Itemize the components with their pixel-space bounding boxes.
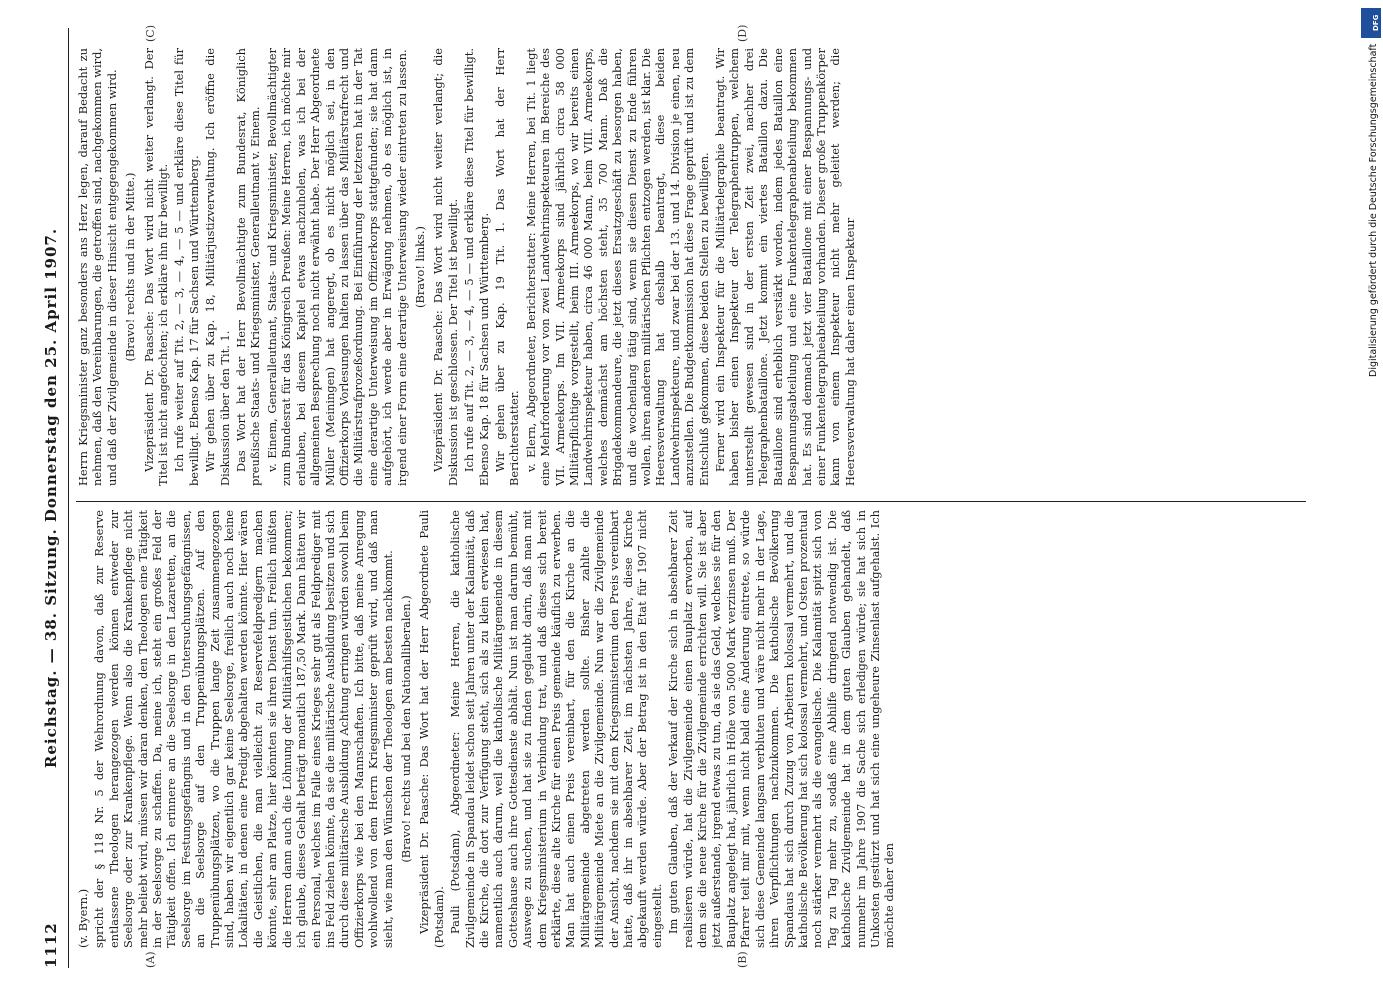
paragraph: Ferner wird ein Inspekteur für die Militärtelegraphie beantragt. Wir haben bisher einen Inspekteur der Telegraphentruppen, welchem unterstellt gewesen sind in der ersten Zeit zwei, nachher drei Telegraphenbataillone. Jetzt kommt ein viertes Bataillon dazu. Die Bataillone sind erheblich verstärkt worden, indem jedes Bataillon eine Bespannungsabteilung und eine Funkentelegraphenabteilung bekommen hat. Es sind demnach jetzt vier Bataillone mit einer Bespannungs- und einer Funkentelegraphieabteilung vorhanden. Dieser große Truppenkörper kann von einem Inspekteur nicht mehr geleitet werden; die Heeresverwaltung hat daher einen Inspekteur: [713, 48, 857, 486]
paragraph: Wir gehen über zu Kap. 19 Tit. 1. Das Wort hat der Herr Berichterstatter.: [492, 48, 522, 486]
paragraph: Vizepräsident Dr. Paasche: Das Wort wird nicht weiter verlangt; die Diskussion ist geschlossen. Der Titel ist bewilligt.: [431, 48, 460, 486]
dfg-logo: DFG: [1361, 8, 1381, 38]
digitization-credit: Digitalisierung gefördert durch die Deutsche Forschungsgemeinschaft: [1368, 44, 1379, 378]
paragraph: Ich rufe weiter auf Tit. 2, — 3, — 4, — 5 — und erkläre diese Titel für bewilligt. Ebenso Kap. 17 für Sachsen und Württemberg.: [172, 48, 201, 486]
margin-marker-d: (D): [736, 24, 749, 42]
page-number: 1112: [42, 922, 60, 968]
paragraph: (Bravo! rechts und in der Mitte.): [123, 172, 138, 362]
paragraph: (Bravo! links.): [412, 226, 427, 308]
paragraph: Vizepräsident Dr. Paasche: Das Wort hat der Herr Abgeordnete Pauli (Potsdam).: [417, 510, 446, 948]
paragraph: Pauli (Potsdam), Abgeordneter: Meine Herren, die katholische Zivilgemeinde in Spandau leidet schon seit Jahren unter der Kalamität, daß die Kirche, die dort zur Verfügung steht, sich als zu klein erwiesen hat, namentlich auch darum, weil die katholische Militärgemeinde in diesem Gotteshause auch ihre Gottesdienste abhält. Nun ist man darum bemüht, Auswege zu suchen, und hat sie zu finden geglaubt darin, daß man mit dem Kriegsministerium in Verbindung trat, und daß dieses sich bereit erklärte, diese alte Kirche für einen Preis gemeinde käuflich zu erwerben. Man hat auch einen Preis vereinbart, für den die Kirche an die Militärgemeinde abgetreten werden sollte. Bisher zahlte die Militärgemeinde Miete an die Zivilgemeinde. Nun war die Zivilgemeinde der Ansicht, nachdem sie mit dem Kriegsministerium den Preis vereinbart hatte, daß ihr in absehbarer Zeit, im nächsten Jahre, diese Kirche abgekauft werden würde. Aber der Betrag ist in den Etat für 1907 nicht eingestellt.: [448, 510, 664, 948]
paragraph: Ich rufe auf Tit. 2, — 3, — 4, — 5 — und erkläre diese Titel für bewilligt. Ebenso Kap. 18 für Sachsen und Württemberg.: [462, 48, 491, 486]
left-column: [76, 510, 1338, 948]
margin-marker-b: (B): [736, 951, 749, 968]
margin-marker-c: (C): [144, 25, 157, 42]
paragraph: Wir gehen über zu Kap. 18, Militärjustizverwaltung. Ich eröffne die Diskussion über den Tit. 1.: [203, 48, 232, 486]
paragraph: Das Wort hat der Herr Bevollmächtigte zum Bundesrat, Königlich preußische Staats- und Kriegsminister, Generalleutnant v. Einem.: [234, 48, 263, 486]
column-divider: [76, 501, 1306, 502]
paragraph: v. Elern, Abgeordneter, Berichterstatter: Meine Herren, bei Tit. 1 liegt eine Mehrforderung vor von zwei Landwehrinspekteuren im Bereiche des VII. Armeekorps. Im VII. Armeekorps sind jährlich circa 58 000 Militärpflichtige vorgestellt, beim III. Armeekorps, wo wir bereits einen Landwehrinspekteur haben, circa 46 000 Mann, beim VIII. Armeekorps, welches demnächst am höchsten steht, 35 700 Mann. Daß die Brigadekommandeure, die jetzt dieses Ersatzgeschäft zu besorgen haben, und die wochenlang tätig sind, wenn sie diesen Dienst zu Ende führen wollen, ihren anderen militärischen Pflichten entzogen werden, ist klar. Die Heeresverwaltung hat deshalb beantragt, diese beiden Landwehrinspekteure, und zwar bei der 13. und 14. Division je einen, neu anzustellen. Die Budgetkommission hat diese Frage geprüft und ist zu dem Entschluß gekommen, diese beiden Stellen zu bewilligen.: [523, 48, 711, 486]
paragraph: Im guten Glauben, daß der Verkauf der Kirche sich in absehbarer Zeit realisieren würde, hat die Zivilgemeinde einen Bauplatz erworben, auf dem sie die neue Kirche für die Zivilgemeinde errichten will. Sie ist aber jetzt außerstande, irgend etwas zu tun, da sie das Geld, welches sie für den Bauplatz angelegt hat, jährlich in Höhe von 5000 Mark verzinsen muß. Der Pfarrer teilt mir mit, wenn nicht bald eine Änderung eintrete, so würde sich diese Gemeinde langsam verbluten und wäre nicht mehr in der Lage, ihren Verpflichtungen nachzukommen. Die katholische Bevölkerung Spandaus hat sich durch Zuzug von Arbeitern kolossal vermehrt, und die katholische Bevölkerung hat sich kolossal vermehrt, und Osten prozentual noch stärker vermehrt als die evangelische. Die Kalamität spitzt sich von Tag zu Tag mehr zu, sodaß eine Abhilfe dringend notwendig ist. Die katholische Zivilgemeinde hat in dem guten Glauben gehandelt, daß nunmehr im Jahre 1907 die Sache sich erledigen würde; sie hat sich in Unkosten gestürzt und hat sich eine ungeheure Zinsenlast aufgehalst. Ich möchte daher den: [666, 510, 897, 948]
paragraph: (v. Byern.): [76, 888, 90, 948]
margin-marker-a: (A): [144, 951, 157, 968]
running-head: [36, 28, 69, 968]
paragraph: Vizepräsident Dr. Paasche: Das Wort wird nicht weiter verlangt. Der Titel ist nicht angefochten; ich erkläre ihn für bewilligt.: [141, 48, 171, 486]
right-column: [76, 48, 1338, 486]
running-title: Reichstag. — 38. Sitzung. Donnerstag den 25. April 1907.: [42, 227, 60, 769]
paragraph: spricht der § 118 Nr. 5 der Wehrordnung davon, daß zur Reserve entlassene Theologen herangezogen werden können entweder zur Seelsorge oder zur Krankenpflege. Wenn also die Krankenpflege nicht mehr beliebt wird, müssen wir daran denken, den Theologen eine Tätigkeit in der Seelsorge zu schaffen. Da, meine ich, steht ein großes Feld der Tätigkeit offen. Ich erinnere an die Seelsorge in den Lazaretten, an die Seelsorge im Festungsgefängnis und in den Untersuchungsgefängnissen, an die Seelsorge auf den Truppenübungsplätzen. Auf den Truppenübungsplätzen, wo die Truppen lange Zeit zusammengezogen sind, haben wir eigentlich gar keine Seelsorge, freilich auch noch keine Lokalitäten, in denen eine Predigt abgehalten werden könnte. Hier wären die Geistlichen, die man vielleicht zu Reservefeldpredigern machen könnte, sehr am Platze, hier könnten sie ihren Dienst tun. Freilich müßten die Herren dann auch die Löhnung der Militärhilfsgeistlichen bekommen; ich glaube, dieses Gehalt beträgt monatlich 187,50 Mark. Dann hätten wir ein Personal, welches im Falle eines Krieges sehr gut als Feldprediger mit ins Feld ziehen könnte, da sie die militärische Ausbildung besitzen und sich durch diese militärische Ausbildung Achtung erringen würden sowohl beim Offizierkorps wie bei den Mannschaften. Ich bitte, daß meine Anregung wohlwollend von dem Herrn Kriegsminister geprüft wird, und daß man sieht, wie man den Wünschen der Theologen am besten nachkommt.: [92, 510, 395, 948]
paragraph: v. Einem, Generalleutnant, Staats- und Kriegsminister, Bevollmächtigter zum Bundesrat für das Königreich Preußen: Meine Herren, ich möchte mir erlauben, bei diesem Kapitel etwas nachzuholen, was ich bei der allgemeinen Besprechung noch nicht erwähnt habe. Der Herr Abgeordnete Müller (Meiningen) hat angeregt, ob es nicht möglich sei, in den Offizierkorps Vorlesungen halten zu lassen über das Militärstrafrecht und die Militärstrafprozeßordnung. Bei Einführung der letzteren hat in der Tat eine derartige Unterweisung im Offizierkorps stattgefunden; sie hat dann aufgehört, ich werde aber in Erwägung nehmen, ob es möglich ist, in irgend einer Form eine derartige Unterweisung wieder eintreten zu lassen.: [264, 48, 409, 486]
document-page: [36, 24, 1346, 968]
paragraph: (Bravo! rechts und bei den Nationalliberalen.): [398, 595, 413, 863]
paragraph: Herrn Kriegsminister ganz besonders ans Herz legen, darauf Bedacht zu nehmen, daß den Vereinbarungen, die getroffen sind, nachgekommen wird, und daß der Zivilgemeinde in dieser Hinsicht entgegengekommen wird.: [76, 48, 119, 486]
